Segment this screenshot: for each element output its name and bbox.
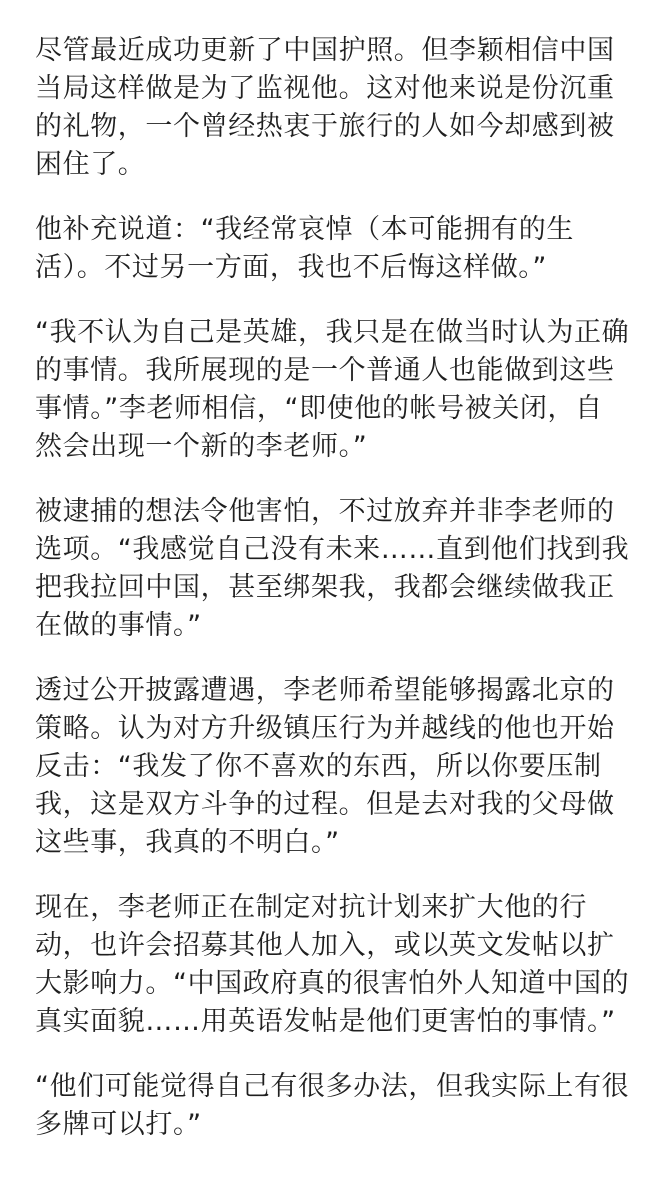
text-line: 困住了。 bbox=[35, 149, 146, 180]
text-line: 策略。认为对方升级镇压行为并越线的他也开始 bbox=[35, 713, 615, 744]
text-line: “他们可能觉得自己有很多办法，但我实际上有很 bbox=[35, 1071, 630, 1102]
paragraph-spacer bbox=[35, 645, 625, 672]
text-line: 然会出现一个新的李老师。” bbox=[35, 431, 368, 462]
text-line: 大影响力。“中国政府真的很害怕外人知道中国的 bbox=[35, 968, 630, 999]
text-line: 在做的事情。” bbox=[35, 610, 202, 641]
text-line: 当局这样做是为了监视他。这对他来说是份沉重 bbox=[35, 73, 615, 104]
text-line: 的礼物，一个曾经热衷于旅行的人如今却感到被 bbox=[35, 111, 615, 142]
paragraph-spacer bbox=[35, 862, 625, 889]
text-line: 透过公开披露遭遇，李老师希望能够揭露北京的 bbox=[35, 675, 615, 706]
text-line: 现在，李老师正在制定对抗计划来扩大他的行 bbox=[35, 892, 587, 923]
paragraph-4 bbox=[35, 493, 630, 645]
text-line: 活）。不过另一方面，我也不后悔这样做。” bbox=[35, 252, 547, 283]
paragraph-1 bbox=[35, 32, 625, 184]
text-line: 多牌可以打。” bbox=[35, 1109, 202, 1140]
text-line: 他补充说道：“我经常哀悼（本可能拥有的生 bbox=[35, 214, 574, 245]
paragraph-5 bbox=[35, 672, 625, 862]
paragraph-2 bbox=[35, 211, 625, 287]
text-line: 我，这是双方斗争的过程。但是去对我的父母做 bbox=[35, 789, 615, 820]
text-line: 选项。“我感觉自己没有未来……直到他们找到我 bbox=[35, 534, 630, 565]
text-line: 尽管最近成功更新了中国护照。但李颖相信中国 bbox=[35, 35, 615, 66]
paragraph-spacer bbox=[35, 1041, 625, 1068]
paragraph-spacer bbox=[35, 466, 625, 493]
paragraph-3 bbox=[35, 314, 630, 466]
article-body bbox=[35, 32, 630, 1144]
paragraph-6 bbox=[35, 889, 630, 1041]
text-line: 反击：“我发了你不喜欢的东西，所以你要压制 bbox=[35, 751, 602, 782]
text-line: 的事情。我所展现的是一个普通人也能做到这些 bbox=[35, 355, 615, 386]
paragraph-spacer bbox=[35, 184, 625, 211]
paragraph-spacer bbox=[35, 287, 625, 314]
text-line: “我不认为自己是英雄，我只是在做当时认为正确 bbox=[35, 317, 630, 348]
text-line: 这些事，我真的不明白。” bbox=[35, 827, 340, 858]
text-line: 被逮捕的想法令他害怕，不过放弃并非李老师的 bbox=[35, 496, 615, 527]
text-line: 真实面貌……用英语发帖是他们更害怕的事情。” bbox=[35, 1006, 616, 1037]
text-line: 把我拉回中国，甚至绑架我，我都会继续做我正 bbox=[35, 572, 615, 603]
text-line: 事情。”李老师相信，“即使他的帐号被关闭，自 bbox=[35, 393, 603, 424]
text-line: 动，也许会招募其他人加入，或以英文发帖以扩 bbox=[35, 930, 615, 961]
paragraph-7 bbox=[35, 1068, 630, 1144]
